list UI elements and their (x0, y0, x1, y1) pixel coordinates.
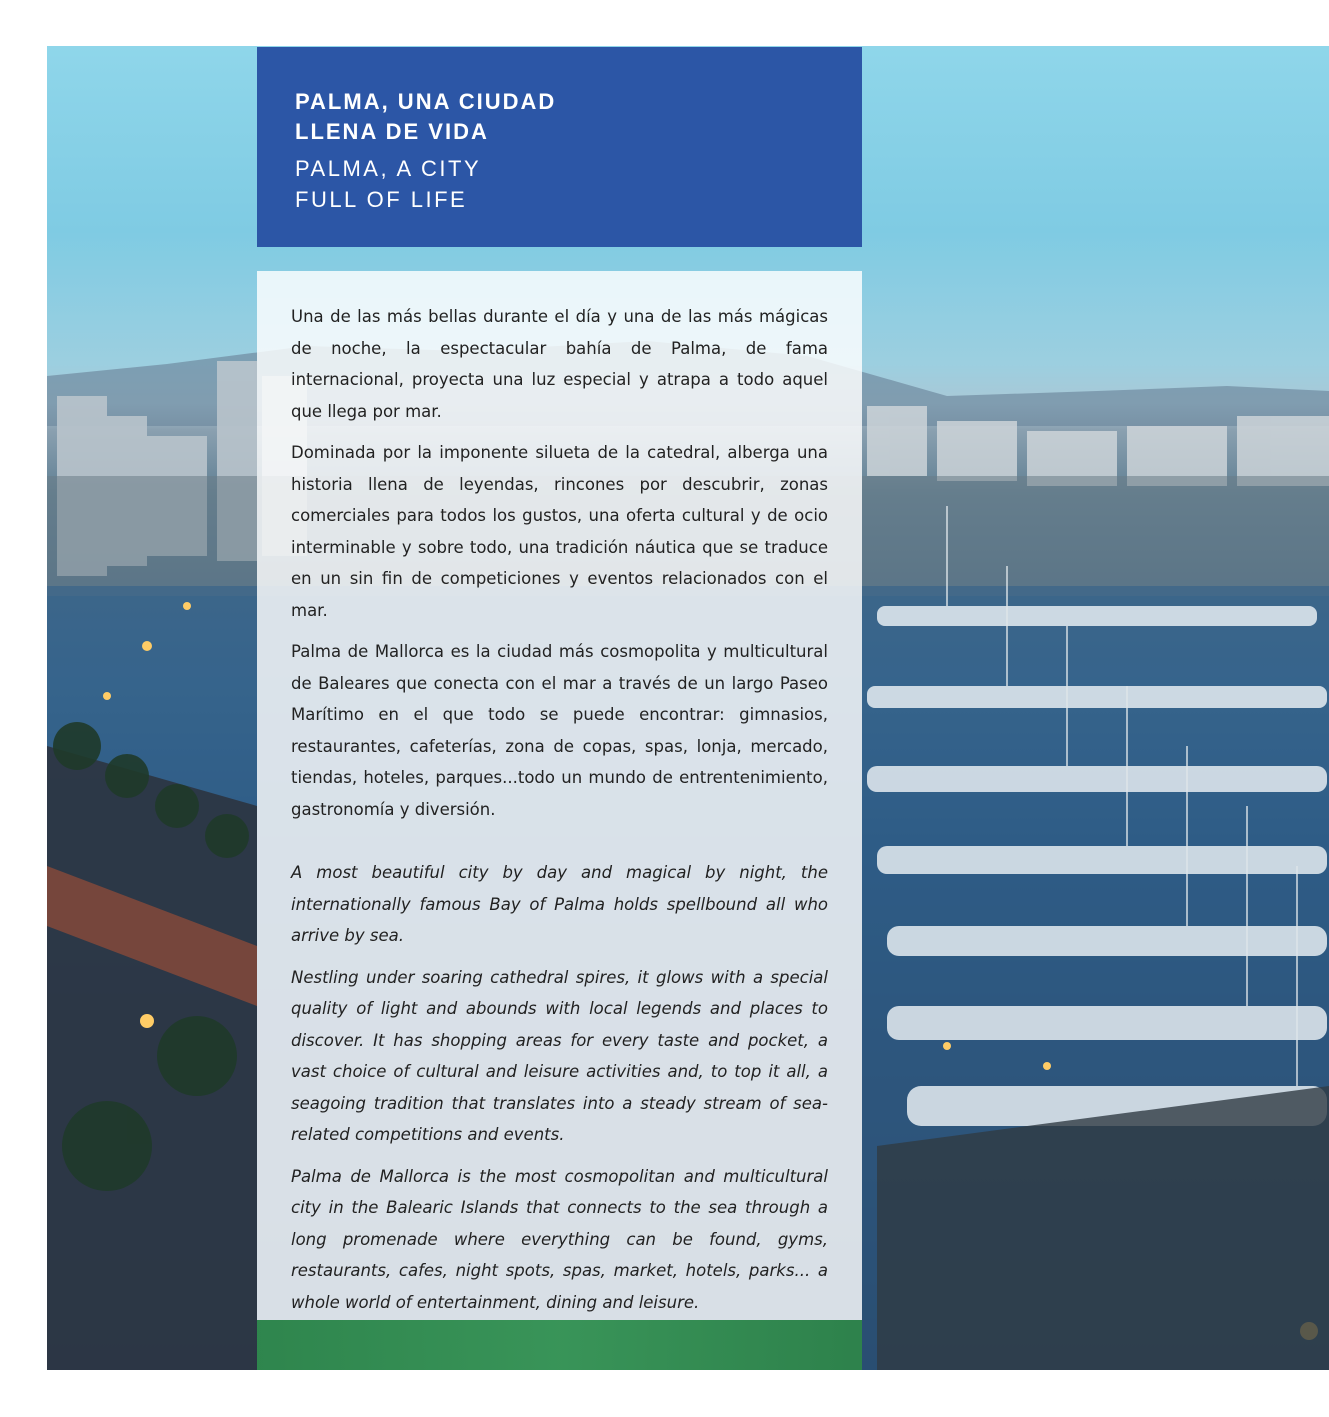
paragraph-es-2: Dominada por la imponente silueta de la catedral, alberga una historia llena de leyendas, rincones por descubrir, zonas comerciales para todos los gustos, una oferta cultural y de ocio interminable y sobre todo, una tradición náutica que se traduce en un sin fin de competiciones y eventos relacionados con el mar. (291, 443, 828, 620)
paragraph-en-3: Palma de Mallorca is the most cosmopolitan and multicultural city in the Balearic Islands that connects to the sea through a long promenade where everything can be found, gyms, restaurants, cafes, night spots, spas, market, hotels, parks... a whole world of entertainment, dining and leisure. (291, 1166, 828, 1312)
title-es-line2: LLENA DE VIDA (295, 119, 489, 144)
green-accent-strip (257, 1320, 862, 1370)
paragraph-es-3: Palma de Mallorca es la ciudad más cosmopolita y multicultural de Baleares que conecta con el mar a través de un largo Paseo Marítimo en el que todo se puede encontrar: gimnasios, restaurantes, cafeterías, zona de copas, spas, lonja, mercado, tiendas, hoteles, parques...todo un mundo de entrentenimiento, gastronomía y diversión. (291, 642, 828, 819)
paragraph-en-2: Nestling under soaring cathedral spires, it glows with a special quality of light and abounds with local legends and places to discover. It has shopping areas for every taste and pocket, a vast choice of cultural and leisure activities and, to top it all, a seagoing tradition that translates into a steady stream of sea-related competitions and events. (291, 967, 828, 1144)
paragraph-es-1: Una de las más bellas durante el día y una de las más mágicas de noche, la espectacular bahía de Palma, de fama internacional, proyecta una luz especial y atrapa a todo aquel que llega por mar. (291, 307, 828, 421)
title-en-line2: FULL OF LIFE (295, 187, 468, 212)
title-panel (257, 47, 862, 247)
title-es-line1: PALMA, UNA CIUDAD (295, 89, 557, 114)
paragraph-en-1: A most beautiful city by day and magical by night, the internationally famous Bay of Palma holds spellbound all who arrive by sea. (291, 863, 828, 945)
text-panel (257, 271, 862, 1320)
title-english (295, 153, 481, 215)
title-en-line1: PALMA, A CITY (295, 156, 482, 181)
body-text (291, 301, 828, 1328)
title-spanish (295, 87, 556, 147)
